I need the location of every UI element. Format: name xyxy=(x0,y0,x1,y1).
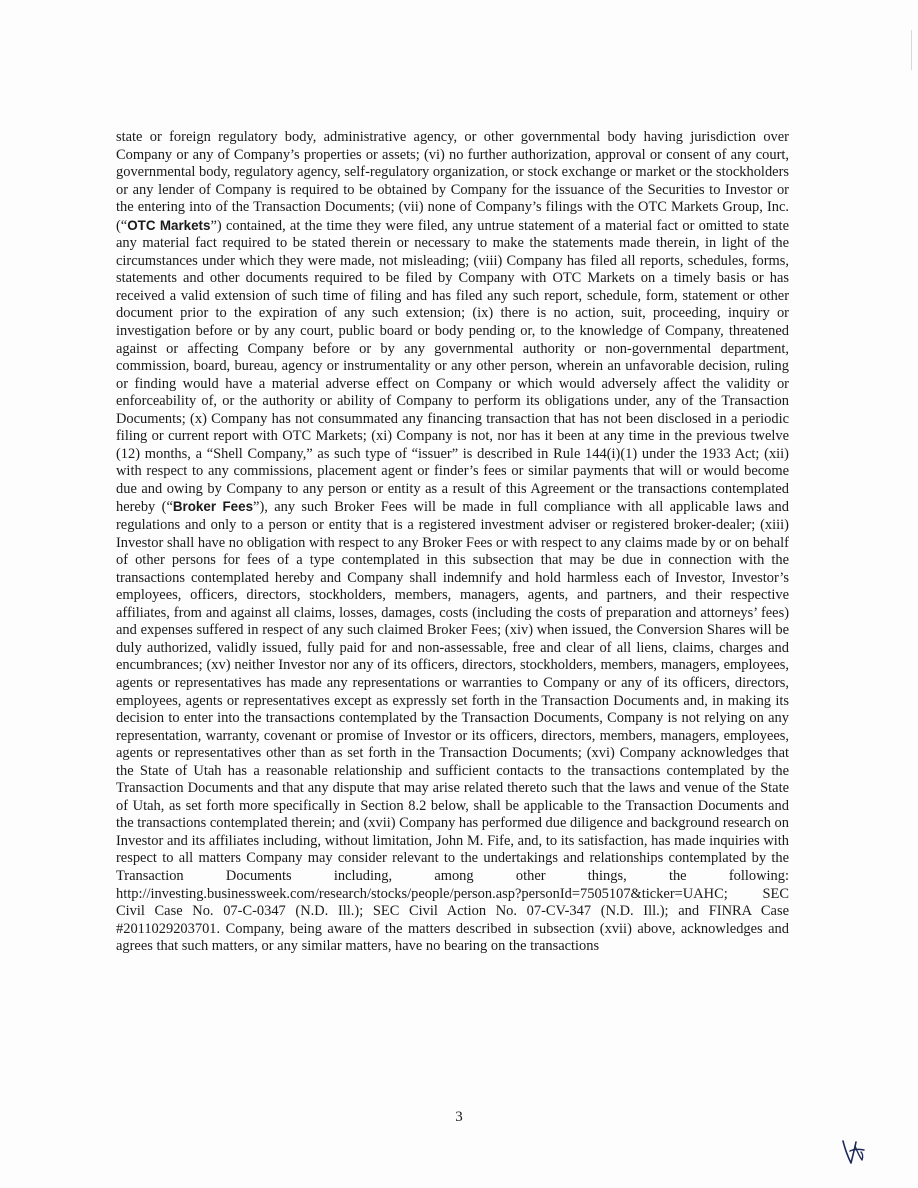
scan-edge-mark xyxy=(911,30,912,70)
paragraph-segment: ”), any such Broker Fees will be made in full compliance with all applicable laws and regulations and only to a person or entity that is a registered investment adviser or registered broker-dealer; (xiii) Investor shall have no obligation with respect to any Broker Fees or with respect to any claims made by or on behalf of other persons for fees of a type contemplated in this subsection that may be due in connection with the transactions contemplated hereby and Company shall indemnify and hold harmless each of Investor, Investor’s employees, officers, directors, stockholders, members, managers, agents, and partners, and their respective affiliates, from and against all claims, losses, damages, costs (including the costs of preparation and attorneys’ fees) and expenses suffered in respect of any such claimed Broker Fees; (xiv) when issued, the Conversion Shares will be duly authorized, validly issued, fully paid for and non-assessable, free and clear of all liens, claims, charges and encumbrances; (xv) neither Investor nor any of its officers, directors, stockholders, members, managers, employees, agents or representatives has made any representations or warranties to Company or any of its officers, directors, employees, agents or representatives except as expressly set forth in the Transaction Documents and, in making its decision to enter into the transactions contemplated by the Transaction Documents, Company is not relying on any representation, warranty, covenant or promise of Investor or its officers, directors, members, managers, employees, agents or representatives other than as set forth in the Transaction Documents; (xvi) Company acknowledges that the State of Utah has a reasonable relationship and sufficient contacts to the transactions contemplated by the Transaction Documents and that any dispute that may arise related thereto such that the laws and venue of the State of Utah, as set forth more specifically in Section 8.2 below, shall be applicable to the Transaction Documents and the transactions contemplated therein; and (xvii) Company has performed due diligence and background research on Investor and its affiliates including, without limitation, John M. Fife, and, to its satisfaction, has made inquiries with respect to all matters Company may consider relevant to the undertakings and relationships contemplated by the Transaction Documents including, among other things, the following: http://investing.businessweek.com/research/stocks/people/person.asp?personId=7505107&ticker=UAHC; SEC Civil Case No. 07-C-0347 (N.D. Ill.); SEC Civil Action No. 07-CV-347 (N.D. Ill.); and FINRA Case #2011029203701. Company, being aware of the matters described in subsection (xvii) above, acknowledges and agrees that such matters, or any similar matters, have no bearing on the transactions xyxy=(116,499,789,955)
paragraph-segment: state or foreign regulatory body, administrative agency, or other governmental body having jurisdiction over Company or any of Company’s properties or assets; (vi) no further authorization, approval or consent of any court, governmental body, regulatory agency, self-regulatory organization, or stock exchange or market or the stockholders or any lender of Company is required to be obtained by Company for the issuance of the Securities to Investor or the entering into of the Transaction Documents; (vii) none of Company’s filings with the OTC Markets Group, Inc. (“ xyxy=(116,129,789,234)
paragraph-segment: ”) contained, at the time they were filed, any untrue statement of a material fact or omitted to state any material fact required to be stated therein or necessary to make the statements made therein, in light of the circumstances under which they were made, not misleading; (viii) Company has filed all reports, schedules, forms, statements and other documents required to be filed by Company with OTC Markets on a timely basis or has received a valid extension of such time of filing and has filed any such report, schedule, form, statement or other document prior to the expiration of any such extension; (ix) there is no action, suit, proceeding, inquiry or investigation before or by any court, public board or body pending or, to the knowledge of Company, threatened against or affecting Company before or by any governmental authority or non-governmental department, commission, board, bureau, agency or instrumentality or any other person, wherein an unfavorable decision, ruling or finding would have a material adverse effect on Company or which would adversely affect the validity or enforceability of, or the authority or ability of Company to perform its obligations under, any of the Transaction Documents; (x) Company has not consummated any financing transaction that has not been disclosed in a periodic filing or current report with OTC Markets; (xi) Company is not, nor has it been at any time in the previous twelve (12) months, a “Shell Company,” as such type of “issuer” is described in Rule 144(i)(1) under the 1933 Act; (xii) with respect to any commissions, placement agent or finder’s fees or similar payments that will or would become due and owing by Company to any person or entity as a result of this Agreement or the transactions contemplated hereby (“ xyxy=(116,217,789,516)
defined-term-otc-markets: OTC Markets xyxy=(127,217,211,233)
body-paragraph xyxy=(116,129,789,956)
defined-term-broker-fees: Broker Fees xyxy=(172,499,254,515)
page-number: 3 xyxy=(455,1109,463,1125)
handwritten-initials-icon xyxy=(839,1137,869,1167)
